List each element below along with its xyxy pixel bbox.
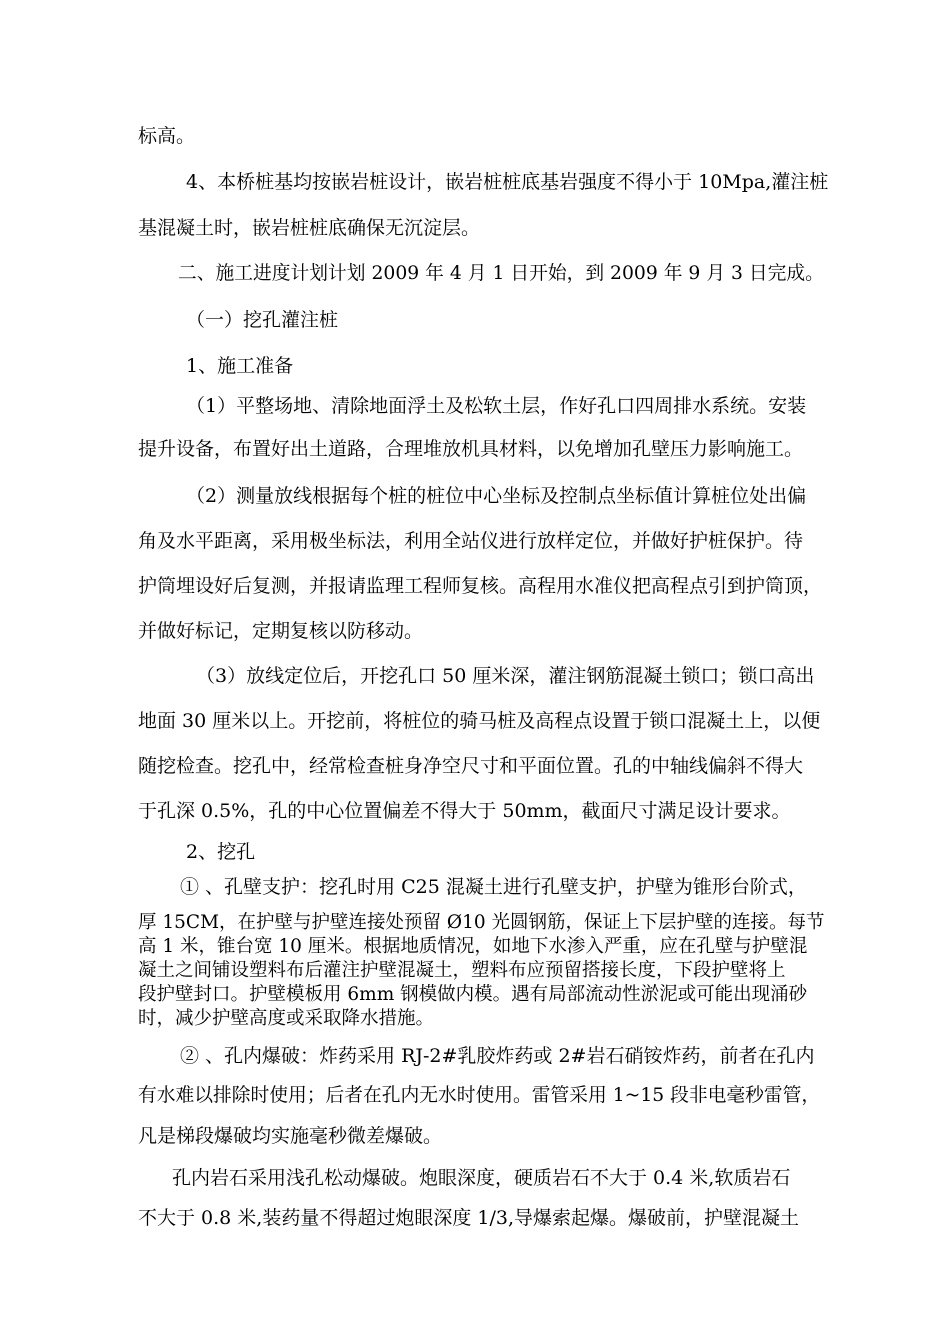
- text-line: 厚 15CM，在护壁与护壁连接处预留 Ø10 光圆钢筋，保证上下层护壁的连接。每节: [138, 912, 825, 933]
- text-line: 高 1 米，锥台宽 10 厘米。根据地质情况，如地下水渗入严重，应在孔壁与护壁混: [138, 936, 808, 957]
- text-line: 于孔深 0.5%，孔的中心位置偏差不得大于 50mm，截面尺寸满足设计要求。: [138, 800, 791, 822]
- text-line: （1）平整场地、清除地面浮土及松软土层，作好孔口四周排水系统。安装: [186, 395, 807, 417]
- text-line: 不大于 0.8 米,装药量不得超过炮眼深度 1/3,导爆索起爆。爆破前，护壁混凝土: [138, 1207, 799, 1229]
- text-line: 4、本桥桩基均按嵌岩桩设计，嵌岩桩桩底基岩强度不得小于 10Mpa,灌注桩: [186, 171, 829, 193]
- section-heading: （一）挖孔灌注桩: [186, 309, 339, 331]
- section-heading: 2、挖孔: [186, 841, 256, 863]
- section-heading: 1、施工准备: [186, 355, 294, 377]
- text-line: 提升设备，布置好出土道路，合理堆放机具材料，以免增加孔壁压力影响施工。: [138, 438, 804, 460]
- text-line: （3）放线定位后，开挖孔口 50 厘米深，灌注钢筋混凝土锁口；锁口高出: [196, 665, 815, 687]
- text-line: 随挖检查。挖孔中，经常检查桩身净空尺寸和平面位置。孔的中轴线偏斜不得大: [138, 755, 804, 777]
- text-line: （2）测量放线根据每个桩的桩位中心坐标及控制点坐标值计算桩位处出偏: [186, 485, 807, 507]
- text-line: 标高。: [138, 125, 196, 147]
- text-line: 有水难以排除时使用；后者在孔内无水时使用。雷管采用 1~15 段非电毫秒雷管，: [138, 1085, 821, 1106]
- text-line: 角及水平距离，采用极坐标法，利用全站仪进行放样定位，并做好护桩保护。待: [138, 530, 804, 552]
- text-line: 时，减少护壁高度或采取降水措施。: [138, 1008, 435, 1029]
- text-line: ② 、孔内爆破：炸药采用 RJ-2#乳胶炸药或 2#岩石硝铵炸药，前者在孔内: [180, 1045, 815, 1067]
- text-line: 凝土之间铺设塑料布后灌注护壁混凝土，塑料布应预留搭接长度，下段护壁将上: [138, 960, 786, 981]
- text-line: 孔内岩石采用浅孔松动爆破。炮眼深度，硬质岩石不大于 0.4 米,软质岩石: [172, 1167, 791, 1189]
- text-line: 段护壁封口。护壁模板用 6mm 钢模做内模。遇有局部流动性淤泥或可能出现涌砂: [138, 984, 808, 1005]
- text-line: 护筒埋设好后复测，并报请监理工程师复核。高程用水准仪把高程点引到护筒顶，: [138, 575, 823, 597]
- text-line: 二、施工进度计划计划 2009 年 4 月 1 日开始，到 2009 年 9 月 3 日完成。: [178, 263, 824, 284]
- text-line: ① 、孔壁支护：挖孔时用 C25 混凝土进行孔壁支护，护壁为锥形台阶式，: [180, 876, 807, 898]
- text-line: 地面 30 厘米以上。开挖前，将桩位的骑马桩及高程点设置于锁口混凝土上，以便: [138, 710, 821, 732]
- text-line: 凡是梯段爆破均实施毫秒微差爆破。: [138, 1125, 443, 1147]
- text-line: 基混凝土时，嵌岩桩桩底确保无沉淀层。: [138, 217, 481, 239]
- text-line: 并做好标记，定期复核以防移动。: [138, 620, 424, 642]
